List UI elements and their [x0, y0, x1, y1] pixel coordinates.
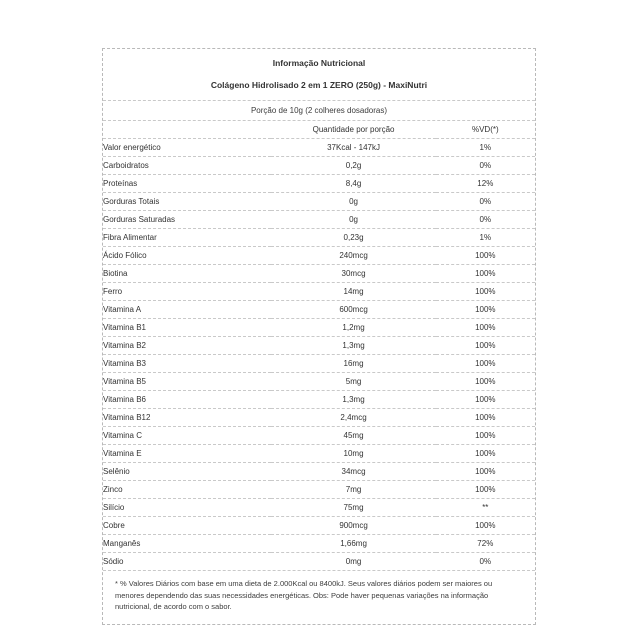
- nutrient-name: Vitamina E: [103, 445, 271, 463]
- nutrient-name: Ferro: [103, 283, 271, 301]
- product-name: Colágeno Hidrolisado 2 em 1 ZERO (250g) - MaxiNutri: [210, 80, 428, 91]
- nutrient-vd: 72%: [436, 535, 535, 553]
- table-row: [103, 193, 535, 211]
- nutrient-vd: **: [436, 499, 535, 517]
- nutrient-quantity: 2,4mcg: [271, 409, 435, 427]
- nutrient-quantity: 10mg: [271, 445, 435, 463]
- table-row: [103, 499, 535, 517]
- nutrient-quantity: 5mg: [271, 373, 435, 391]
- nutrient-vd: 100%: [436, 481, 535, 499]
- table-header-row: [103, 121, 535, 139]
- nutrient-quantity: 900mcg: [271, 517, 435, 535]
- nutrition-label: [102, 48, 536, 625]
- nutrient-vd: 100%: [436, 445, 535, 463]
- nutrient-quantity: 0mg: [345, 557, 362, 567]
- nutrient-quantity: 1,3mg: [271, 337, 435, 355]
- table-row: [103, 319, 535, 337]
- nutrient-vd: 0%: [479, 557, 492, 567]
- table-header: [103, 121, 535, 139]
- table-row: [103, 391, 535, 409]
- nutrient-vd: 100%: [436, 319, 535, 337]
- nutrient-quantity: 240mcg: [271, 247, 435, 265]
- nutrient-quantity: 0,23g: [271, 229, 435, 247]
- nutrient-name: Proteínas: [103, 175, 271, 193]
- nutrient-vd: 100%: [436, 265, 535, 283]
- nutrient-name: Valor energético: [103, 139, 271, 157]
- nutrient-vd: 1%: [436, 139, 535, 157]
- nutrient-name: Ácido Fólico: [103, 247, 271, 265]
- nutrient-name: Biotina: [103, 265, 271, 283]
- table-row: [103, 229, 535, 247]
- nutrient-name: Zinco: [103, 481, 271, 499]
- nutrient-vd: 100%: [436, 409, 535, 427]
- nutrient-vd: 100%: [436, 373, 535, 391]
- table-row: [103, 157, 535, 175]
- nutrient-quantity: 45mg: [271, 427, 435, 445]
- table-row: [103, 175, 535, 193]
- table-row: [103, 301, 535, 319]
- table-body: [103, 139, 535, 571]
- table-row: [103, 373, 535, 391]
- nutrient-vd: 100%: [436, 391, 535, 409]
- nutrient-quantity: 37Kcal - 147kJ: [271, 139, 435, 157]
- nutrient-name: Vitamina C: [103, 427, 271, 445]
- column-header-quantity: Quantidade por porção: [271, 121, 435, 139]
- table-row: [103, 445, 535, 463]
- nutrient-quantity: 34mcg: [271, 463, 435, 481]
- footnote-text: * % Valores Diários com base em uma dieta de 2.000Kcal ou 8400kJ. Seus valores diários podem ser maiores ou menores dependendo das suas necessidades energéticas. Obs: Pode haver pequenas variações na informação nutricional, de acordo com o sabor.: [103, 570, 535, 624]
- nutrient-quantity: 16mg: [271, 355, 435, 373]
- nutrient-vd: 100%: [436, 337, 535, 355]
- nutrient-quantity: 14mg: [271, 283, 435, 301]
- nutrient-name: Cobre: [103, 517, 271, 535]
- nutrient-vd: 100%: [436, 427, 535, 445]
- nutrient-name: Vitamina B12: [103, 409, 271, 427]
- table-row: [103, 139, 535, 157]
- nutrient-name: Gorduras Totais: [103, 193, 271, 211]
- nutrient-quantity: 0g: [271, 193, 435, 211]
- nutrient-name: Vitamina A: [103, 301, 271, 319]
- nutrient-name: Vitamina B6: [103, 391, 271, 409]
- nutrient-vd: 0%: [436, 211, 535, 229]
- table-row: [103, 211, 535, 229]
- table-row: [103, 355, 535, 373]
- nutrient-vd: 1%: [436, 229, 535, 247]
- nutrient-vd: 0%: [436, 193, 535, 211]
- table-row: [103, 337, 535, 355]
- nutrient-quantity: 1,3mg: [271, 391, 435, 409]
- table-row: [103, 463, 535, 481]
- nutrient-quantity: 600mcg: [271, 301, 435, 319]
- nutrient-name: Manganês: [103, 535, 271, 553]
- nutrient-name: Gorduras Saturadas: [103, 211, 271, 229]
- nutrient-vd: 0%: [436, 157, 535, 175]
- table-row: [103, 427, 535, 445]
- portion-text: Porção de 10g (2 colheres dosadoras): [103, 100, 535, 121]
- nutrient-quantity: 75mg: [271, 499, 435, 517]
- nutrient-vd: 100%: [436, 463, 535, 481]
- nutrient-vd: 100%: [436, 283, 535, 301]
- nutrient-vd: 12%: [436, 175, 535, 193]
- nutrient-quantity: 0,2g: [271, 157, 435, 175]
- table-row: [103, 481, 535, 499]
- nutrient-vd: 100%: [436, 517, 535, 535]
- table-row: [103, 553, 535, 571]
- table-row: [103, 409, 535, 427]
- nutrient-name: Vitamina B3: [103, 355, 271, 373]
- table-row: [103, 265, 535, 283]
- nutrient-name: Vitamina B1: [103, 319, 271, 337]
- nutrient-vd: 100%: [436, 247, 535, 265]
- nutrient-name: Fibra Alimentar: [103, 229, 271, 247]
- column-header-name: [103, 121, 271, 139]
- nutrient-quantity: 1,66mg: [271, 535, 435, 553]
- table-row: [103, 517, 535, 535]
- nutrient-quantity: 1,2mg: [271, 319, 435, 337]
- label-heading: Informação Nutricional: [272, 58, 366, 68]
- nutrient-quantity: 30mcg: [271, 265, 435, 283]
- nutrient-name: Vitamina B2: [103, 337, 271, 355]
- nutrient-name: Selênio: [103, 463, 271, 481]
- nutrient-vd: 100%: [436, 301, 535, 319]
- nutrient-name: Silício: [103, 499, 271, 517]
- nutrient-quantity: 0g: [271, 211, 435, 229]
- nutrient-quantity: 8,4g: [271, 175, 435, 193]
- table-row: [103, 283, 535, 301]
- nutrient-quantity: 7mg: [271, 481, 435, 499]
- nutrient-name: Carboidratos: [103, 157, 271, 175]
- nutrient-name: Vitamina B5: [103, 373, 271, 391]
- table-row: [103, 535, 535, 553]
- nutrient-vd: 100%: [436, 355, 535, 373]
- nutrient-name: Sódio: [103, 557, 124, 567]
- column-header-vd: %VD(*): [436, 121, 535, 139]
- nutrition-table: [103, 121, 535, 570]
- table-row: [103, 247, 535, 265]
